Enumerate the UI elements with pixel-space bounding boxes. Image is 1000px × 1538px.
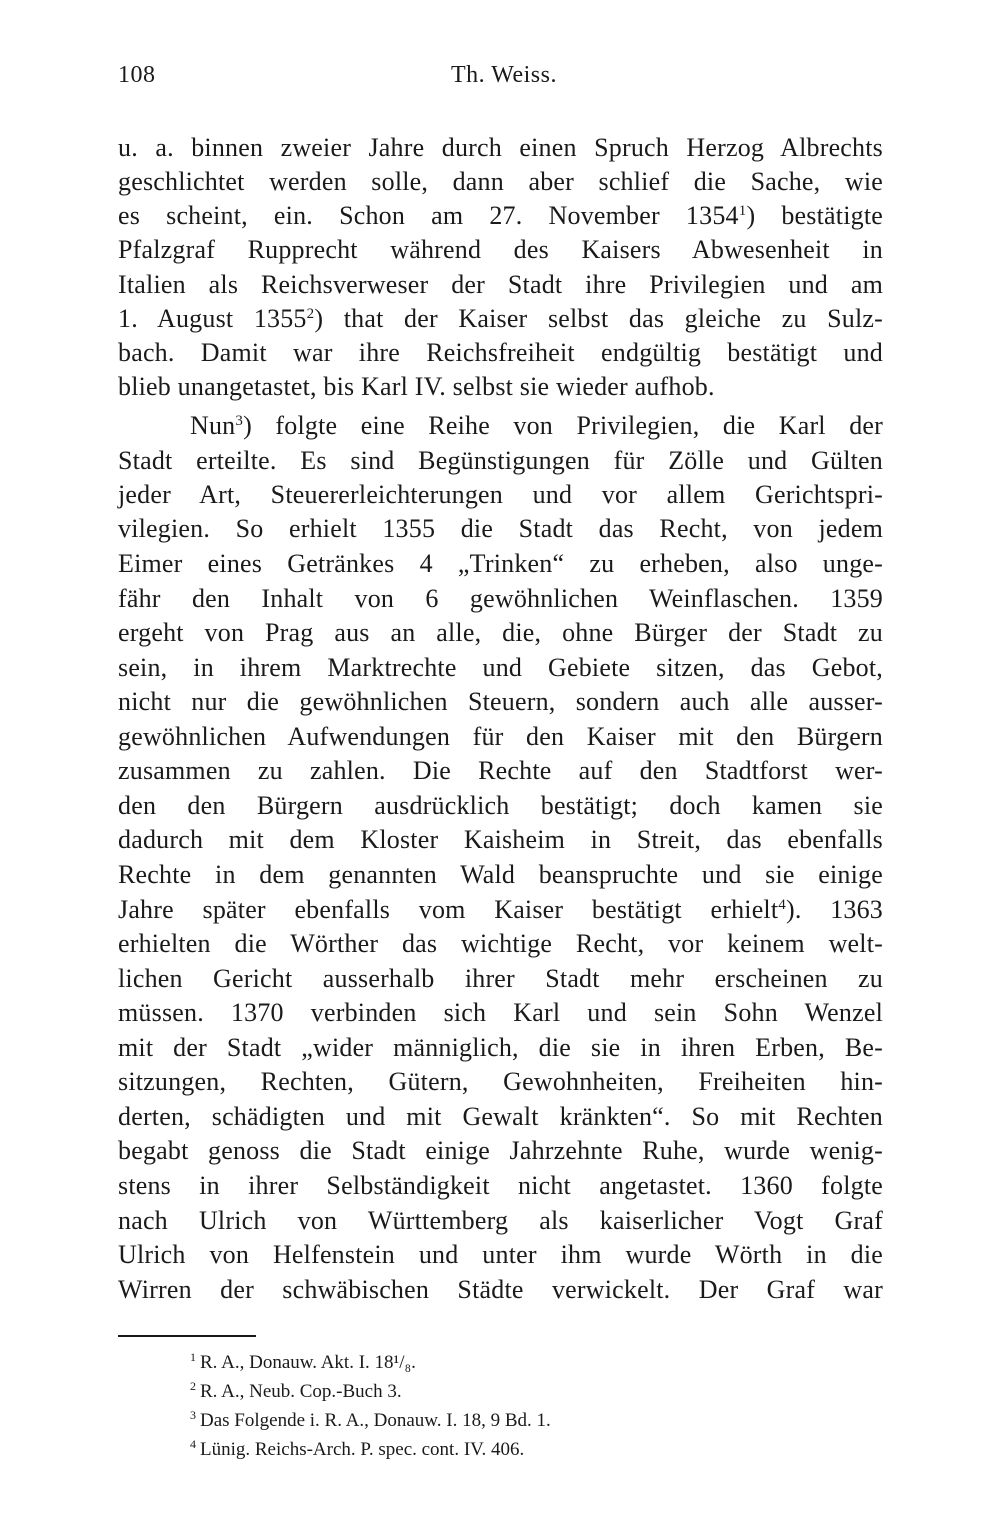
footnote-mark: 1 — [190, 1350, 196, 1364]
text-line: 1. August 1355$^2$) that der Kaiser selbst das gleiche zu Sulz- — [118, 304, 884, 333]
footnote — [190, 1350, 416, 1376]
footnote — [190, 1408, 551, 1434]
footnote-ref: 2 — [306, 306, 315, 322]
footnote-ref: 1 — [738, 203, 747, 219]
running-title: Th. Weiss. — [451, 62, 557, 88]
text-line: gewöhnlichen Aufwendungen für den Kaiser mit den Bürgern — [118, 722, 883, 751]
footnote-mark: 3 — [190, 1408, 196, 1422]
footnote-mark: 2 — [190, 1379, 196, 1393]
text-line: Wirren der schwäbischen Städte verwickelt. Der Graf war — [118, 1275, 883, 1304]
text-line: jeder Art, Steuererleichterungen und vor allem Gerichtspri- — [118, 480, 883, 509]
text-line: Pfalzgraf Rupprecht während des Kaisers Abwesenheit in — [118, 235, 883, 264]
text-line: den den Bürgern ausdrücklich bestätigt; doch kamen sie — [118, 791, 883, 820]
page-header — [118, 62, 890, 102]
text-line: ergeht von Prag aus an alle, die, ohne Bürger der Stadt zu — [118, 618, 883, 647]
text-line: mit der Stadt „wider männiglich, die sie in ihren Erben, Be- — [118, 1033, 883, 1062]
text-line: derten, schädigten und mit Gewalt kränkten“. So mit Rechten — [118, 1102, 883, 1131]
footnote-text: R. A., Donauw. Akt. I. 18¹/₈. — [200, 1352, 416, 1373]
text-line: lichen Gericht ausserhalb ihrer Stadt mehr erscheinen zu — [118, 964, 883, 993]
footnote-text: R. A., Neub. Cop.-Buch 3. — [200, 1381, 402, 1402]
footnote-mark: 4 — [190, 1437, 196, 1451]
footnote — [190, 1379, 402, 1405]
text-line: erhielten die Wörther das wichtige Recht, vor keinem welt- — [118, 929, 883, 958]
text-line: dadurch mit dem Kloster Kaisheim in Streit, das ebenfalls — [118, 825, 883, 854]
text-line: es scheint, ein. Schon am 27. November 1354$^1$) bestätigte — [118, 201, 883, 230]
footnote-ref: 4 — [778, 897, 786, 913]
text-line: Italien als Reichsverweser der Stadt ihre Privilegien und am — [118, 270, 883, 299]
text-line: müssen. 1370 verbinden sich Karl und sein Sohn Wenzel — [118, 998, 883, 1027]
page-number: 108 — [118, 62, 156, 88]
text-line: sitzungen, Rechten, Gütern, Gewohnheiten, Freiheiten hin- — [118, 1067, 883, 1096]
footnote — [190, 1437, 524, 1463]
footnote-ref: 3 — [235, 413, 244, 429]
text-line: stens in ihrer Selbständigkeit nicht angetastet. 1360 folgte — [118, 1171, 883, 1200]
text-line: Rechte in dem genannten Wald beanspruchte und sie einige — [118, 860, 883, 889]
text-line: geschlichtet werden solle, dann aber schlief die Sache, wie — [118, 167, 883, 196]
text-line: vilegien. So erhielt 1355 die Stadt das Recht, von jedem — [118, 514, 883, 543]
text-line: nicht nur die gewöhnlichen Steuern, sondern auch alle ausser- — [118, 687, 883, 716]
footnote-divider — [118, 1335, 256, 1337]
text-line: Nun$^3$) folgte eine Reihe von Privilegien, die Karl der — [190, 411, 883, 440]
text-line: Eimer eines Getränkes 4 „Trinken“ zu erheben, also unge- — [118, 549, 883, 578]
text-line: Stadt erteilte. Es sind Begünstigungen für Zölle und Gülten — [118, 446, 883, 475]
text-line: begabt genoss die Stadt einige Jahrzehnte Ruhe, wurde wenig- — [118, 1136, 883, 1165]
text-line: sein, in ihrem Marktrechte und Gebiete sitzen, das Gebot, — [118, 653, 883, 682]
footnote-text: Das Folgende i. R. A., Donauw. I. 18, 9 Bd. 1. — [200, 1410, 551, 1431]
text-line: Jahre später ebenfalls vom Kaiser bestätigt erhielt$^4$). 1363 — [118, 895, 883, 924]
text-line: zusammen zu zahlen. Die Rechte auf den Stadtforst wer- — [118, 756, 883, 785]
text-line: Ulrich von Helfenstein und unter ihm wurde Wörth in die — [118, 1240, 883, 1269]
text-line: blieb unangetastet, bis Karl IV. selbst sie wieder aufhob. — [118, 372, 715, 401]
text-line: u. a. binnen zweier Jahre durch einen Spruch Herzog Albrechts — [118, 133, 883, 162]
text-line: nach Ulrich von Württemberg als kaiserlicher Vogt Graf — [118, 1206, 883, 1235]
text-line: bach. Damit war ihre Reichsfreiheit endgültig bestätigt und — [118, 338, 883, 367]
text-line: fähr den Inhalt von 6 gewöhnlichen Weinflaschen. 1359 — [118, 584, 883, 613]
footnote-text: Lünig. Reichs-Arch. P. spec. cont. IV. 406. — [200, 1439, 525, 1460]
